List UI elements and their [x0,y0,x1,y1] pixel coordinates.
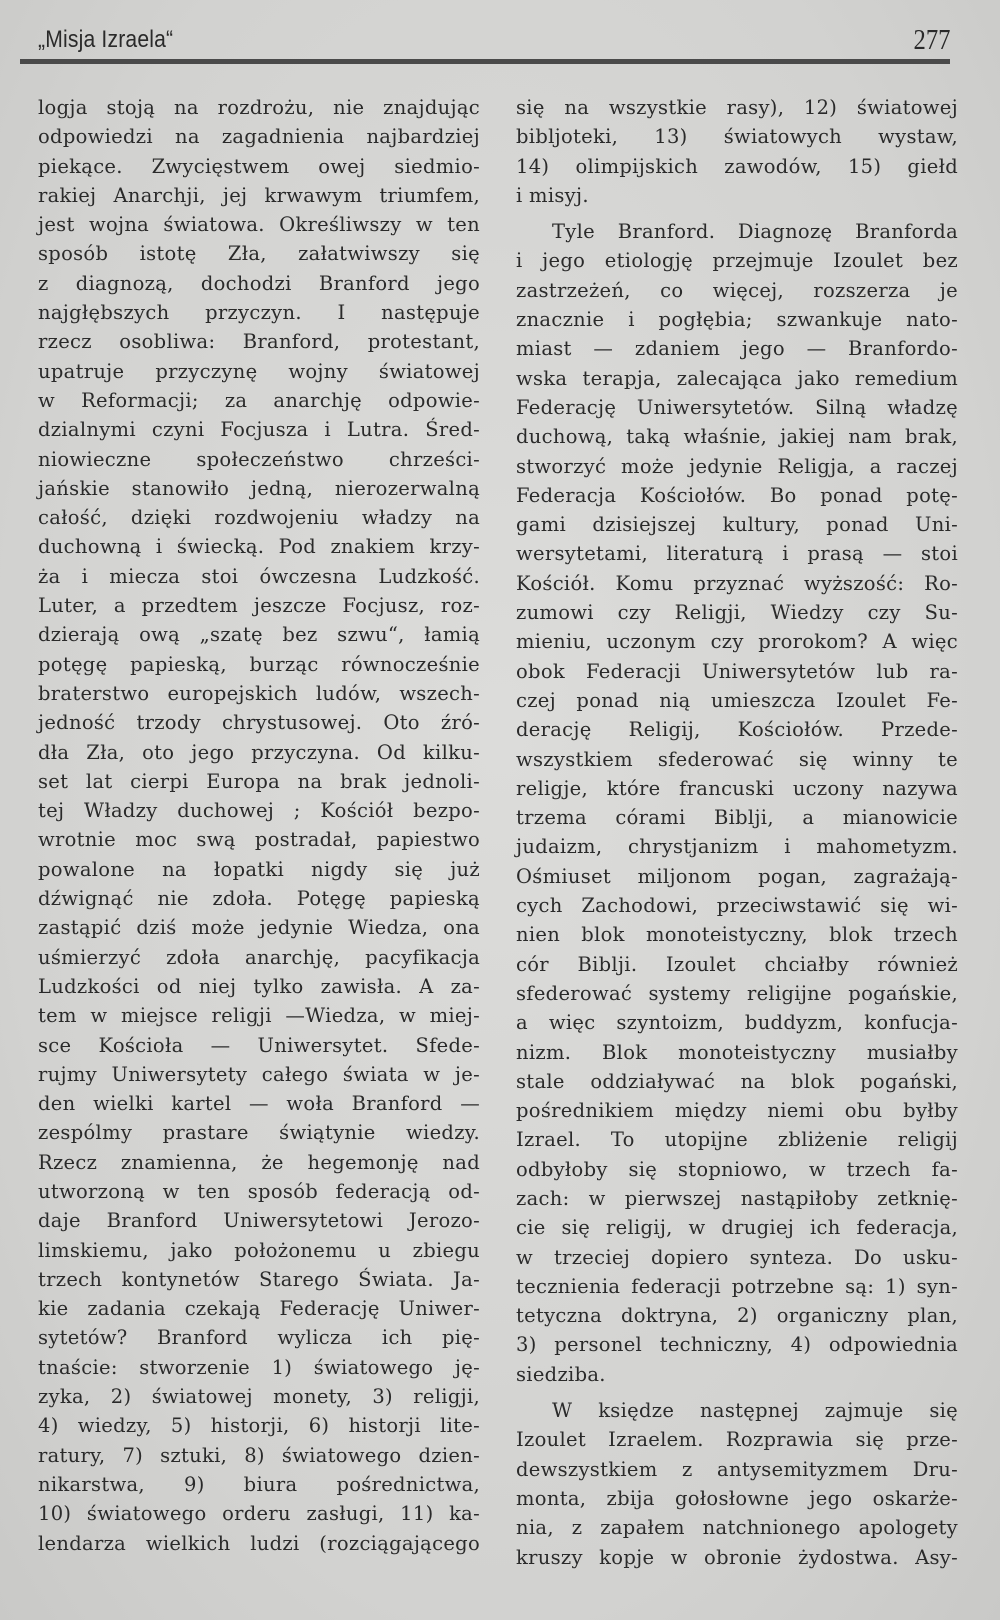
text-line: zumowi czy Religji, Wiedzy czy Su- [516,601,958,625]
paragraph-gap [516,1389,958,1396]
text-line: nia, z zapałem natchnionego apologety [516,1516,958,1540]
text-line: den wielki kartel — woła Branford — [38,1092,480,1116]
text-line: stworzyć może jedynie Religja, a raczej [516,454,958,478]
text-line: cych Zachodowi, przeciwstawić się wi- [516,894,958,918]
text-line: gami dzisiejszej kultury, ponad Uni- [516,513,958,537]
text-line: w Reformacji; za anarchję odpowie- [38,388,480,412]
text-line: wska terapja, zalecająca jako remedium [516,366,958,390]
text-line: lendarza wielkich ludzi (rozciągającego [38,1531,480,1555]
text-line: dzierają ową „szatę bez szwu“, łamią [38,623,480,647]
text-line: utworzoną w ten sposób federacją od- [38,1179,480,1203]
text-line: Luter, a przedtem jeszcze Focjusz, roz- [38,594,480,618]
page-header [38,22,950,62]
text-line: Kościół. Komu przyznać wyższość: Ro- [516,571,958,595]
text-line: znacznie i pogłębia; szwankuje nato- [516,308,958,332]
right-column [516,93,958,1572]
text-line: dzialnymi czyni Focjusza i Lutra. Śred- [38,418,480,442]
text-line: zastrzeżeń, co więcej, rozszerza je [516,278,958,302]
text-line: miast — zdaniem jego — Branfordo- [516,337,958,361]
text-line: wrotnie moc swą postradał, papiestwo [38,828,480,852]
text-line: upatruje przyczynę wojny światowej [38,359,480,383]
text-line: duchową, taką właśnie, jakiej nam brak, [516,425,958,449]
header-rule [20,59,950,64]
paragraph-gap [516,210,958,217]
text-line: w trzeciej dopiero synteza. Do usku- [516,1245,958,1269]
text-line: dźwignąć nie zdoła. Potęgę papieską [38,887,480,911]
text-line: najgłębszych przyczyn. I następuje [38,301,480,325]
text-line: daje Branford Uniwersytetowi Jerozo- [38,1209,480,1233]
text-line: ża i miecza stoi ówczesna Ludzkość. [38,564,480,588]
text-line: obok Federacji Uniwersytetów lub ra- [516,659,958,683]
text-line: nien blok monoteistyczny, blok trzech [516,923,958,947]
text-line: Federację Uniwersytetów. Silną władzę [516,395,958,419]
text-line: całość, dzięki rozdwojeniu władzy na [38,506,480,530]
text-line: zespólmy prastare świątynie wiedzy. [38,1121,480,1145]
text-line: Ludzkości od niej tylko zawisła. A za- [38,974,480,998]
text-line: Federacja Kościołów. Bo ponad potę- [516,483,958,507]
text-line: 14) olimpijskich zawodów, 15) giełd [516,154,958,178]
text-line: jest wojna światowa. Określiwszy w ten [38,213,480,237]
text-line: sposób istotę Zła, załatwiwszy się [38,242,480,266]
text-line: Rzecz znamienna, że hegemonję nad [38,1150,480,1174]
text-line: trzech kontynetów Starego Świata. Ja- [38,1267,480,1291]
text-line: sce Kościoła — Uniwersytet. Sfede- [38,1033,480,1057]
left-column [38,93,480,1558]
text-line: Tyle Branford. Diagnozę Branforda [552,220,958,244]
text-line: się na wszystkie rasy), 12) światowej [516,96,958,119]
text-line: cie się religij, w drugiej ich federacja, [516,1216,958,1240]
text-line: W księdze następnej zajmuje się [552,1399,958,1423]
text-line: braterstwo europejskich ludów, wszech- [38,681,480,705]
text-line: judaizm, chrystjanizm i mahometyzm. [516,835,958,859]
text-line: set lat cierpi Europa na brak jednoli- [38,769,480,793]
text-line: zyka, 2) światowej monety, 3) religji, [38,1385,480,1409]
text-line: potęgę papieską, burząc równocześnie [38,652,480,676]
text-line: wszystkiem sfederować się winny te [516,747,958,771]
running-title: „Misja Izraela“ [38,26,174,53]
text-line: i misyj. [516,183,589,207]
text-line: zastąpić dziś może jedynie Wiedza, ona [38,916,480,940]
text-line: monta, zbija gołosłowne jego oskarże- [516,1486,958,1510]
text-line: logja stoją na rozdrożu, nie znajdując [38,96,480,119]
text-line: Izoulet Izraelem. Rozprawia się prze- [516,1428,958,1452]
text-line: Ośmiuset miljonom pogan, zagrażają- [516,864,958,888]
text-line: wersytetami, literaturą i prasą — stoi [516,542,958,566]
text-line: Izrael. To utopijne zbliżenie religij [516,1128,958,1152]
text-line: piekące. Zwycięstwem owej siedmio- [38,154,480,178]
text-line: sfederować systemy religijne pogańskie, [516,981,958,1005]
text-line: rzecz osobliwa: Branford, protestant, [38,330,480,354]
text-line: ratury, 7) sztuki, 8) światowego dzien- [38,1443,480,1467]
text-line: pośrednikiem między niemi obu byłby [516,1099,958,1123]
text-line: odbyłoby się stopniowo, w trzech fa- [516,1157,958,1181]
text-line: i jego etiologję przejmuje Izoulet bez [516,249,958,273]
text-line: kie zadania czekają Federację Uniwer- [38,1297,480,1321]
text-line: limskiemu, jako położonemu u zbiegu [38,1238,480,1262]
text-line: nikarstwa, 9) biura pośrednictwa, [38,1472,480,1496]
text-line: trzema córami Biblji, a mianowicie [516,806,958,830]
text-line: kruszy kopje w obronie żydostwa. Asy- [516,1545,958,1569]
text-line: jedność trzody chrystusowej. Oto źró- [38,711,480,735]
text-line: cór Biblji. Izoulet chciałby również [516,952,958,976]
text-line: derację Religij, Kościołów. Przede- [516,718,958,742]
text-line: a więc szyntoizm, buddyzm, konfucja- [516,1011,958,1035]
text-line: 3) personel techniczny, 4) odpowiednia [516,1333,958,1357]
text-line: nizm. Blok monoteistyczny musiałby [516,1040,958,1064]
text-line: duchowną i świecką. Pod znakiem krzy- [38,535,480,559]
text-line: tetyczna doktryna, 2) organiczny plan, [516,1304,958,1328]
page-number: 277 [913,24,950,56]
text-line: religje, które francuski uczony nazywa [516,776,958,800]
text-line: odpowiedzi na zagadnienia najbardziej [38,125,480,149]
text-line: niowieczne społeczeństwo chrześci- [38,447,480,471]
text-line: zach: w pierwszej nastąpiłoby zetknię- [516,1186,958,1210]
text-line: rakiej Anarchji, jej krwawym triumfem, [38,183,480,207]
text-line: jańskie stanowiło jedną, nierozerwalną [38,476,480,500]
text-line: dewszystkiem z antysemityzmem Dru- [516,1457,958,1481]
text-line: siedziba. [516,1362,606,1386]
text-line: czej ponad nią umieszcza Izoulet Fe- [516,688,958,712]
text-line: tecznienia federacji potrzebne są: 1) syn- [516,1274,958,1298]
text-line: z diagnozą, dochodzi Branford jego [38,271,480,295]
text-line: sytetów? Branford wylicza ich pię- [38,1326,480,1350]
text-line: bibljoteki, 13) światowych wystaw, [516,125,958,149]
text-line: 4) wiedzy, 5) historji, 6) historji lite- [38,1414,480,1438]
text-line: tem w miejsce religji —Wiedza, w miej- [38,1004,480,1028]
text-line: powalone na łopatki nigdy się już [38,857,480,881]
text-line: tej Władzy duchowej ; Kościół bezpo- [38,799,480,823]
text-line: tnaście: stworzenie 1) światowego ję- [38,1355,480,1379]
text-line: uśmierzyć zdoła anarchję, pacyfikacja [38,945,480,969]
text-line: 10) światowego orderu zasługi, 11) ka- [38,1502,480,1526]
text-line: rujmy Uniwersytety całego świata w je- [38,1062,480,1086]
text-line: dła Zła, oto jego przyczyna. Od kilku- [38,740,480,764]
text-line: mieniu, uczonym czy prorokom? A więc [516,630,958,654]
text-line: stale oddziaływać na blok pogański, [516,1069,958,1093]
